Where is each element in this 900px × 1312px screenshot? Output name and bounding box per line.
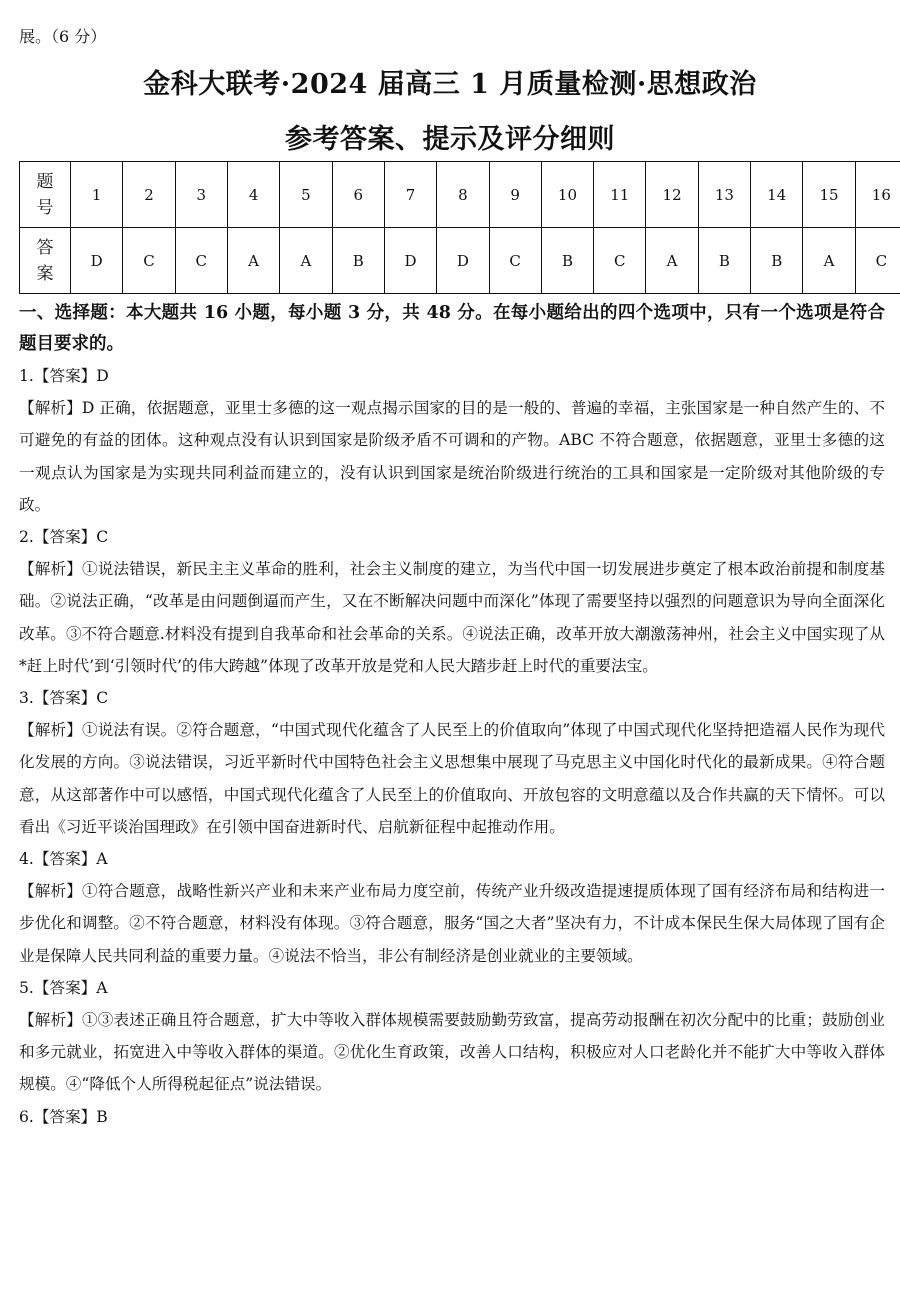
question-number-cell: 11	[594, 162, 646, 228]
answer-table	[19, 161, 900, 294]
answer-key-subtitle: 参考答案、提示及评分细则	[285, 124, 615, 155]
answer-row	[20, 228, 900, 294]
item-answer: 2.【答案】C	[19, 528, 109, 547]
previous-page-fragment: 展。（6 分）	[19, 27, 107, 46]
answer-cell: B	[332, 228, 384, 294]
question-number-cell: 7	[384, 162, 436, 228]
answer-cell: C	[594, 228, 646, 294]
item-analysis: 【解析】D 正确，依据题意，亚里士多德的这一观点揭示国家的目的是一般的、普遍的幸福，主张国家是一种自然产生的、不可避免的有益的团体。这种观点没有认识到国家是阶级矛盾不可调和的产物。ABC 不符合题意，依据题意，亚里士多德的这一观点认为国家是为实现共同利益而建立的，没有认识到国家是统治阶级进行统治的工具和国家是一定阶级对其他阶级的专政。	[19, 399, 885, 514]
question-number-cell: 10	[541, 162, 593, 228]
item-analysis: 【解析】①说法有误。②符合题意，“中国式现代化蕴含了人民至上的价值取向”体现了中国式现代化坚持把造福人民作为现代化发展的方向。③说法错误，习近平新时代中国特色社会主义思想集中展现了马克思主义中国化时代化的最新成果。④符合题意，从这部著作中可以感悟，中国式现代化蕴含了人民至上的价值取向、开放包容的文明意蕴以及合作共赢的天下情怀。可以看出《习近平谈治国理政》在引领中国奋进新时代、启航新征程中起推动作用。	[19, 721, 885, 836]
question-number-cell: 1	[71, 162, 123, 228]
answer-cell: C	[175, 228, 227, 294]
item-answer: 3.【答案】C	[19, 689, 109, 708]
question-number-cell: 4	[227, 162, 279, 228]
answer-cell: B	[698, 228, 750, 294]
answer-cell: C	[123, 228, 175, 294]
question-number-cell: 16	[855, 162, 900, 228]
answer-cell: A	[280, 228, 332, 294]
answer-cell: C	[855, 228, 900, 294]
item-answer: 6.【答案】B	[19, 1107, 108, 1126]
question-number-cell: 13	[698, 162, 750, 228]
question-number-cell: 14	[751, 162, 803, 228]
question-number-cell: 15	[803, 162, 855, 228]
question-number-cell: 12	[646, 162, 698, 228]
answer-header: 答 案	[20, 228, 71, 294]
section-heading: 一、选择题：本大题共 16 小题，每小题 3 分，共 48 分。在每小题给出的四个选项中，只有一个选项是符合题目要求的。	[19, 303, 885, 354]
item-analysis: 【解析】①③表述正确且符合题意，扩大中等收入群体规模需要鼓励勤劳致富，提高劳动报酬在初次分配中的比重；鼓励创业和多元就业，拓宽进入中等收入群体的渠道。②优化生育政策，改善人口结构，积极应对人口老龄化并不能扩大中等收入群体规模。④“降低个人所得税起征点”说法错误。	[19, 1011, 885, 1094]
question-number-row	[20, 162, 900, 228]
item-analysis: 【解析】①说法错误，新民主主义革命的胜利，社会主义制度的建立，为当代中国一切发展进步奠定了根本政治前提和制度基础。②说法正确，“改革是由问题倒逼而产生，又在不断解决问题中而深化”体现了需要坚持以强烈的问题意识为导向全面深化改革。③不符合题意.材料没有提到自我革命和社会革命的关系。④说法正确，改革开放大潮激荡神州，社会主义中国实现了从*赶上时代’到‘引领时代’的伟大跨越”体现了改革开放是党和人民大踏步赶上时代的重要法宝。	[19, 560, 885, 675]
answer-cell: B	[541, 228, 593, 294]
item-answer: 4.【答案】A	[19, 850, 108, 869]
question-number-cell: 3	[175, 162, 227, 228]
answer-cell: A	[803, 228, 855, 294]
answer-cell: B	[751, 228, 803, 294]
item-analysis: 【解析】①符合题意，战略性新兴产业和未来产业布局力度空前，传统产业升级改造提速提质体现了国有经济布局和结构进一步优化和调整。②不符合题意，材料没有体现。③符合题意，服务“国之大者”坚决有力，不计成本保民生保大局体现了国有企业是保障人民共同利益的重要力量。④说法不恰当，非公有制经济是创业就业的主要领域。	[19, 882, 885, 965]
question-number-cell: 2	[123, 162, 175, 228]
question-number-header: 题 号	[20, 162, 71, 228]
question-number-cell: 6	[332, 162, 384, 228]
answer-cell: D	[71, 228, 123, 294]
question-number-cell: 9	[489, 162, 541, 228]
explanations	[19, 298, 885, 1133]
question-number-cell: 8	[437, 162, 489, 228]
item-answer: 5.【答案】A	[19, 978, 108, 997]
exam-title: 金科大联考·2024 届高三 1 月质量检测·思想政治	[143, 69, 757, 100]
item-answer: 1.【答案】D	[19, 367, 109, 385]
answer-cell: C	[489, 228, 541, 294]
answer-cell: D	[437, 228, 489, 294]
question-number-cell: 5	[280, 162, 332, 228]
answer-cell: D	[384, 228, 436, 294]
answer-cell: A	[646, 228, 698, 294]
answer-cell: A	[227, 228, 279, 294]
